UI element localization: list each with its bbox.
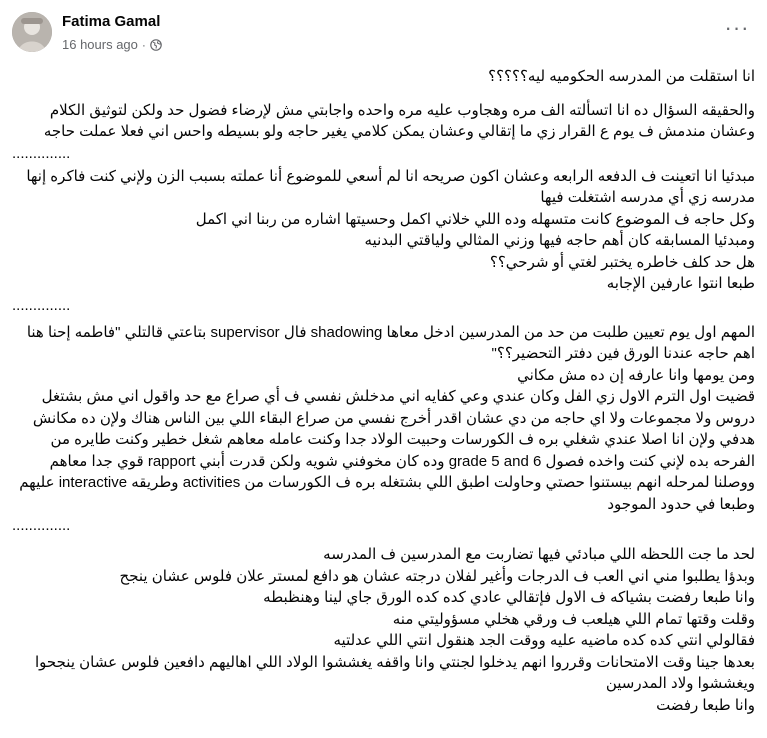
separator: .............. — [12, 517, 71, 534]
post-paragraph: والحقيقه السؤال ده انا اتسألته الف مره وهجاوب عليه مره واحده واجابتي مش لإرضاء فضول حد ولكن لتوثيق الكلام وعشان مندمش ف يوم ع القرار زي ما إتقالي وعشان يمكن كلامي يغير حاجه ولو بسيطه واحس اني فعلا عملت حاجه — [43, 101, 755, 140]
post-paragraph: المهم اول يوم تعيين طلبت من حد من المدرسين ادخل معاها shadowing فال supervisor بتاعتي قالتلي "فاطمه إحنا هنا اهم حاجه عندنا الورق فين دفتر التحضير؟؟" ومن يومها وانا عارفه إن ده مش مكاني قضيت اول الترم الاول زي الفل وكان عندي وعي كفايه اني مدخلش نفسي ف أي صراع مع حد واقول اني مش بشتغل دروس ولا مجموعات ولا اي حاجه من دي عشان اقدر أخرج نفسي من صراع البقاء اللي بين الناس هناك ولإن ده مكانش هدفي ولإن انا اصلا عندي شغلي بره ف الكورسات وحبيت الولاد جدا وكنت عامله معاهم شغل خطير وكنت طايره من الفرحه بده لإني كنت واخده فصول grade 5 and 6 وده كان مخوفني شويه ولكن قدرت أبني rapport قوي جدا معاهم ووصلنا لمرحله انهم بيستنوا حصتي وحاولت اطبق اللي بشتغله بره ف الكورسات من activities وطريقه interactive عليهم وطبعا في حدود الموجود — [19, 323, 755, 513]
author-name[interactable]: Fatima Gamal — [62, 13, 161, 30]
avatar[interactable] — [12, 12, 52, 52]
separator: .............. — [12, 296, 71, 314]
post-paragraph: لحد ما جت اللحظه اللي مبادئي فيها تضاربت مع المدرسين ف المدرسه وبدؤا يطلبوا مني اني العب ف الدرجات وأغير لفلان درجته عشان هو دافع لمستر علان فلوس عشان ينجح وانا طبعا رفضت بشياكه ف الاول فإتقالي عادي كده كده الورق جاي لينا وهنظبطه وقلت وقتها تمام اللي هيلعب ف ورقي هخلي مسؤوليتي منه فقالولي انتي كده كده ماضيه عليه ووقت الجد هنقول انتي اللي عدلتيه بعدها جينا وقت الامتحانات وقرروا انهم يدخلوا لجنتي وانا واقفه يغششوا الولاد اللي اهاليهم دافعين فلوس عشان ينجحوا ويغششوا ولاد المدرسين وانا طبعا رفضت — [35, 546, 755, 714]
meta-separator: · — [141, 37, 146, 52]
separator: .............. — [12, 144, 71, 162]
post-meta — [62, 37, 162, 52]
timestamp[interactable]: 16 hours ago — [62, 37, 138, 52]
more-options-icon[interactable]: ··· — [724, 15, 750, 40]
post-paragraph: مبدئيا انا اتعينت ف الدفعه الرابعه وعشان اكون صريحه انا لم أسعي للموضوع أنا عملته بسبب الزن ولإني كنت فاكره إنها مدرسه زي أي مدرسه اشتغلت فيها وكل حاجه ف الموضوع كانت متسهله وده اللي خلاني اكمل وحسيتها اشاره من ربنا اني اكمل ومبدئيا المسابقه كان أهم حاجه فيها وزني المثالي ولياقتي البدنيه هل حد كلف خاطره يختبر لغتي أو شرحي؟؟ طبعا انتوا عارفين الإجابه — [26, 167, 755, 292]
post-paragraph: انا استقلت من المدرسه الحكوميه ليه؟؟؟؟؟ — [488, 68, 755, 85]
post-header — [0, 0, 767, 60]
post-body — [0, 60, 767, 716]
globe-icon[interactable] — [150, 39, 162, 51]
